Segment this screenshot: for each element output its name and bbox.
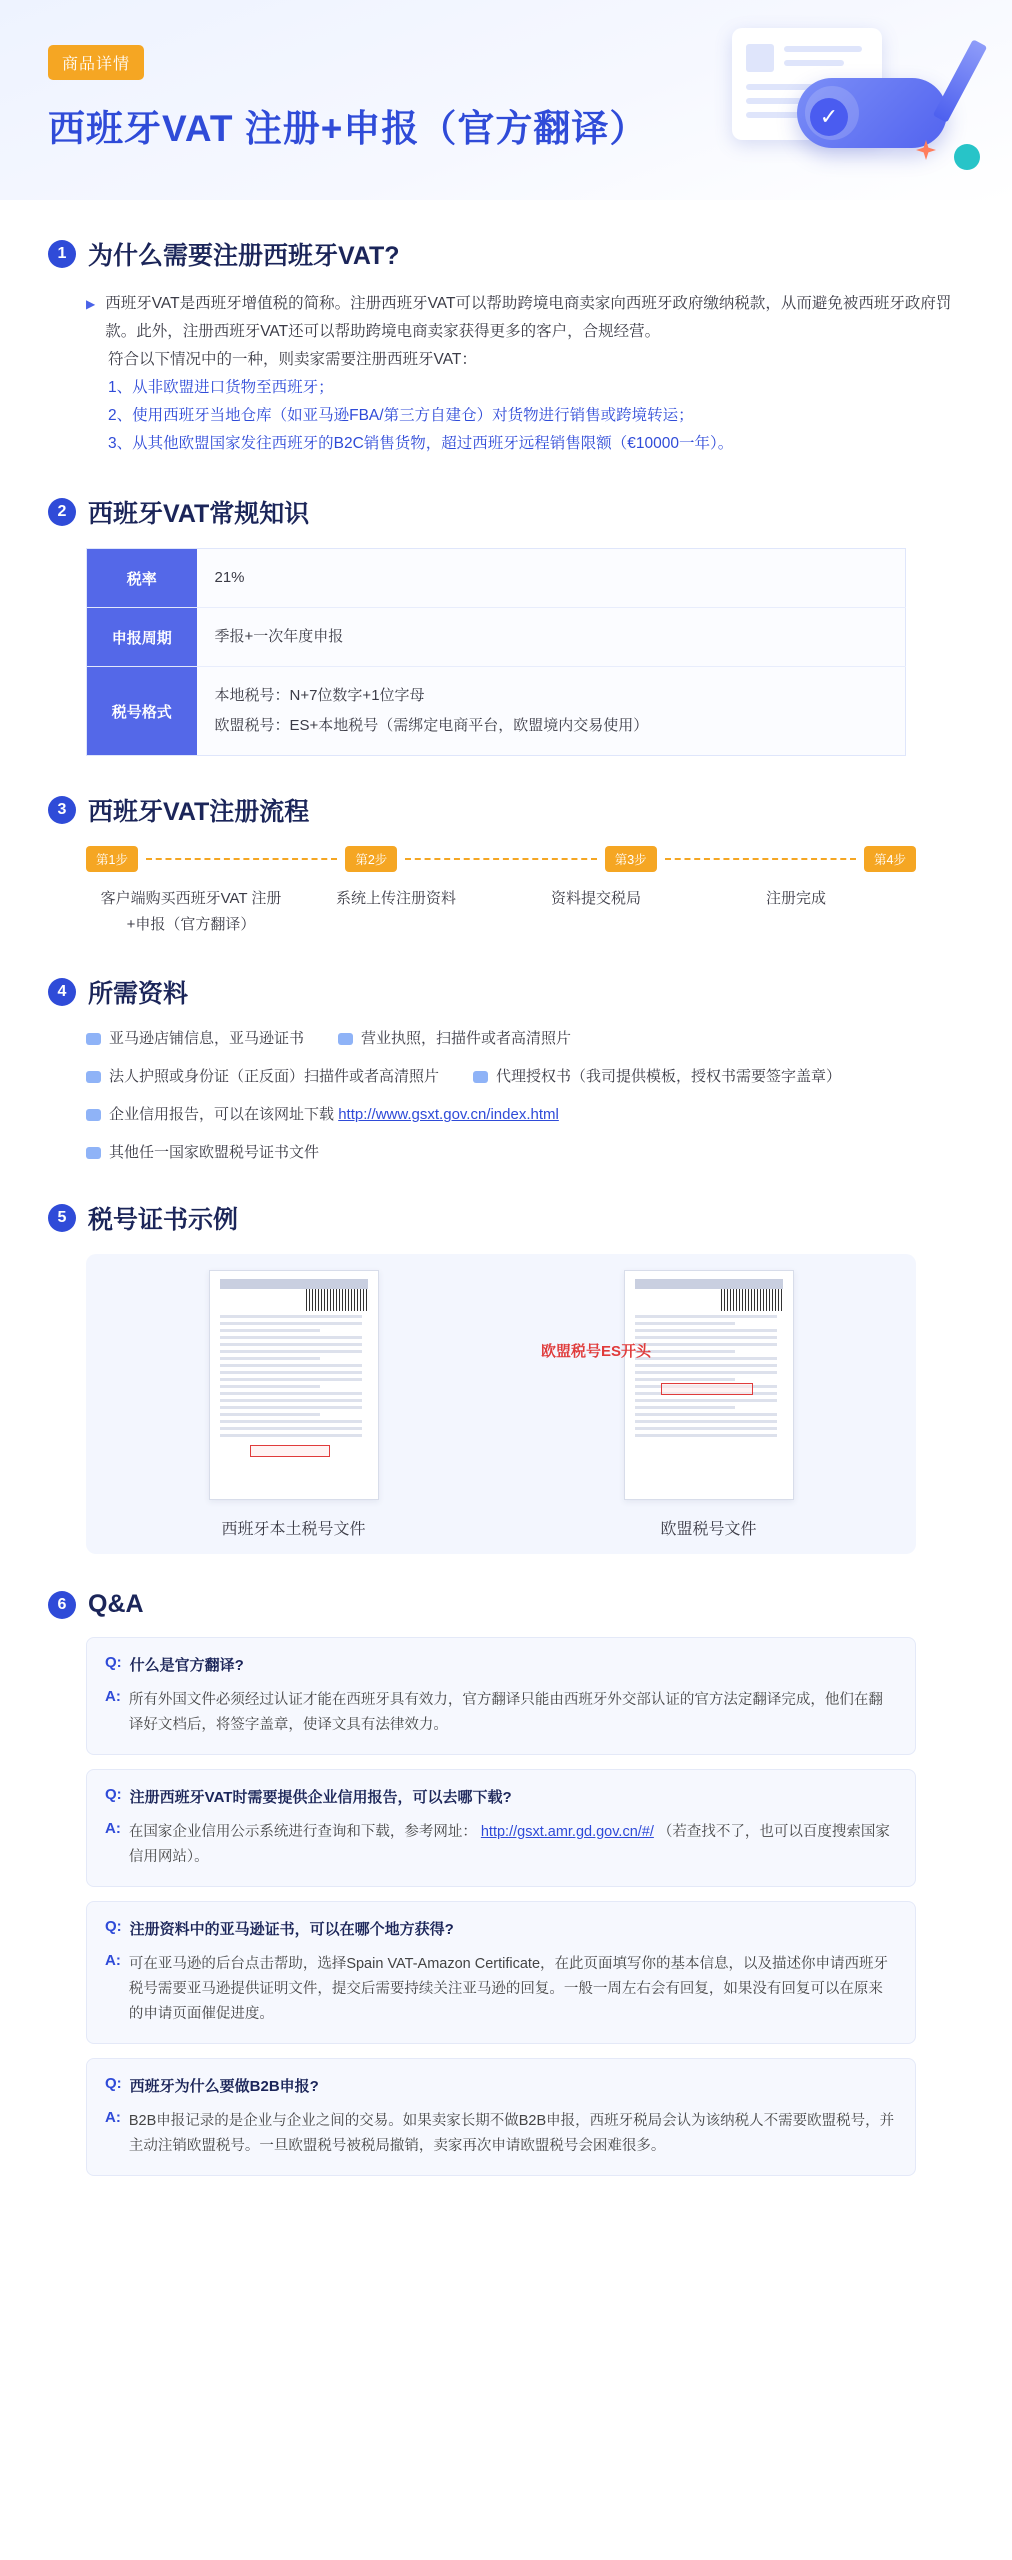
section-certificate-samples — [0, 1200, 1012, 1554]
list-item — [86, 1104, 559, 1126]
why-bullet-1: 1、从非欧盟进口货物至西班牙； — [108, 379, 334, 396]
table-cell-line: 本地税号：N+7位数字+1位字母 — [214, 687, 425, 704]
section-title: 西班牙VAT常规知识 — [88, 500, 310, 528]
material-label: 营业执照，扫描件或者高清照片 — [361, 1030, 572, 1047]
qa-item — [86, 1769, 916, 1887]
section-header — [48, 494, 964, 530]
flow-step-badge-4: 第4步 — [864, 846, 916, 872]
why-paragraph-1: 西班牙VAT是西班牙增值税的简称。注册西班牙VAT可以帮助跨境电商卖家向西班牙政府缴纳税款，从而避免被西班牙政府罚款。此外，注册西班牙VAT还可以帮助跨境电商卖家获得更多的客户，合规经营。 — [105, 295, 952, 340]
section-registration-flow — [0, 792, 1012, 938]
qa-item — [86, 1637, 916, 1755]
qa-answer — [129, 1820, 897, 1870]
flow-step-text-line: +申报（官方翻译） — [126, 916, 256, 933]
material-label: 法人护照或身份证（正反面）扫描件或者高清照片 — [109, 1068, 440, 1085]
qa-question: 注册西班牙VAT时需要提供企业信用报告，可以去哪下载? — [129, 1789, 512, 1806]
section-header — [48, 236, 964, 272]
list-item — [86, 1142, 319, 1164]
material-label-text: 企业信用报告，可以在该网址下载 — [109, 1106, 335, 1123]
section-header — [48, 974, 964, 1010]
flow-connector — [665, 858, 856, 860]
table-row-label: 税号格式 — [87, 667, 197, 756]
section-general-knowledge — [0, 494, 1012, 756]
qa-question: 西班牙为什么要做B2B申报? — [129, 2078, 319, 2095]
qa-answer: B2B申报记录的是企业与企业之间的交易。如果卖家长期不做B2B申报，西班牙税局会认为该纳税人不需要欧盟税号，并主动注销欧盟税号。一旦欧盟税号被税局撤销，卖家再次申请欧盟税号会困难很多。 — [128, 2113, 895, 2154]
flow-connector — [146, 858, 337, 860]
barcode-icon — [306, 1289, 368, 1311]
tag-icon — [86, 1109, 101, 1121]
table-row — [87, 667, 906, 756]
table-cell-line: 季报+一次年度申报 — [214, 628, 344, 645]
section-title: 所需资料 — [88, 980, 189, 1008]
flow-connector — [405, 858, 596, 860]
qa-list — [86, 1637, 916, 2176]
flow-step-text-line: 客户端购买西班牙VAT 注册 — [100, 890, 282, 907]
bottom-spacer — [0, 2190, 1012, 2230]
table-cell-line: 欧盟税号：ES+本地税号（需绑定电商平台，欧盟境内交易使用） — [214, 717, 649, 734]
qa-question: 什么是官方翻译? — [129, 1657, 244, 1674]
materials-row — [86, 1142, 964, 1164]
hero-banner — [0, 0, 1012, 200]
credit-report-link[interactable]: http://www.gsxt.gov.cn/index.html — [338, 1106, 559, 1123]
certificate-caption-eu: 欧盟税号文件 — [660, 1520, 757, 1538]
table-row-label: 税率 — [87, 549, 197, 608]
page-title: 西班牙VAT 注册+申报（官方翻译） — [48, 108, 648, 149]
table-row-value — [197, 549, 906, 608]
question-marker: Q: — [105, 1654, 122, 1671]
hero-badge: 商品详情 — [48, 45, 144, 80]
certificate-gallery — [86, 1254, 916, 1554]
credit-system-link[interactable]: http://gsxt.amr.gd.gov.cn/#/ — [480, 1824, 654, 1840]
materials-row — [86, 1028, 964, 1050]
table-row-label: 申报周期 — [87, 608, 197, 667]
section-number: 1 — [48, 240, 76, 268]
why-paragraph-2: 符合以下情况中的一种，则卖家需要注册西班牙VAT： — [108, 351, 477, 368]
table-row-value — [197, 608, 906, 667]
material-label — [109, 1104, 559, 1126]
flow-step-badge-3: 第3步 — [605, 846, 657, 872]
qa-answer-row — [105, 2109, 897, 2159]
section-header — [48, 1200, 964, 1236]
qa-answer-text: 在国家企业信用公示系统进行查询和下载，参考网址： — [128, 1824, 477, 1840]
answer-marker: A: — [105, 2109, 121, 2126]
question-marker: Q: — [105, 2075, 122, 2092]
tag-icon — [473, 1071, 488, 1083]
section-title: 西班牙VAT注册流程 — [88, 798, 310, 826]
list-item — [86, 1028, 304, 1050]
why-bullet-2: 2、使用西班牙当地仓库（如亚马逊FBA/第三方自建仓）对货物进行销售或跨境转运； — [108, 407, 694, 424]
tag-icon — [86, 1147, 101, 1159]
section-required-materials — [0, 974, 1012, 1164]
pen-icon — [933, 39, 988, 122]
teal-dot-icon — [954, 144, 980, 170]
qa-answer: 可在亚马逊的后台点击帮助，选择Spain VAT-Amazon Certificate，在此页面填写你的基本信息，以及描述你申请西班牙税号需要亚马逊提供证明文件，提交后需要持续关注亚马逊的回复。一般一周左右会有回复，如果没有回复可以在原来的申请页面催促进度。 — [128, 1956, 889, 2022]
section-number: 6 — [48, 1591, 76, 1619]
question-marker: Q: — [105, 1786, 122, 1803]
eu-number-annotation: 欧盟税号ES开头 — [541, 1343, 652, 1360]
qa-answer-text-2: （若查找不了，也可以百度搜索国家信用网站）。 — [128, 1824, 890, 1865]
vat-info-table — [86, 548, 906, 756]
qa-item — [86, 1901, 916, 2044]
tag-icon — [86, 1071, 101, 1083]
hero-illustration — [702, 18, 982, 188]
section-number: 5 — [48, 1204, 76, 1232]
table-row — [87, 608, 906, 667]
section-why-register — [0, 236, 1012, 458]
highlight-box — [661, 1383, 753, 1395]
qa-question-row — [105, 1654, 897, 1678]
section-title: 为什么需要注册西班牙VAT? — [88, 242, 400, 270]
why-bullet-3: 3、从其他欧盟国家发往西班牙的B2C销售货物，超过西班牙远程销售限额（€10000一年）。 — [108, 435, 734, 452]
material-label: 代理授权书（我司提供模板，授权书需要签字盖章） — [496, 1068, 842, 1085]
highlight-box — [250, 1445, 330, 1457]
section-number: 2 — [48, 498, 76, 526]
table-row — [87, 549, 906, 608]
table-row-value — [197, 667, 906, 756]
qa-question-row — [105, 1786, 897, 1810]
section-number: 4 — [48, 978, 76, 1006]
answer-marker: A: — [105, 1688, 121, 1705]
list-item — [86, 1066, 439, 1088]
qa-question: 注册资料中的亚马逊证书，可以在哪个地方获得? — [129, 1921, 454, 1938]
answer-marker: A: — [105, 1952, 121, 1969]
section-header — [48, 1590, 964, 1619]
qa-answer: 所有外国文件必须经过认证才能在西班牙具有效力，官方翻译只能由西班牙外交部认证的官方法定翻译完成，他们在翻译好文档后，将签字盖章，使译文具有法律效力。 — [128, 1692, 883, 1733]
barcode-icon — [721, 1289, 783, 1311]
certificate-sample-eu — [624, 1270, 794, 1539]
certificate-caption-local: 西班牙本土税号文件 — [221, 1520, 366, 1538]
certificate-image-eu — [624, 1270, 794, 1500]
materials-list — [86, 1028, 964, 1164]
section-title: 税号证书示例 — [88, 1206, 239, 1234]
flow-step-text-4: 注册完成 — [765, 890, 826, 907]
qa-question-row — [105, 2075, 897, 2099]
list-item — [473, 1066, 841, 1088]
why-body — [48, 290, 964, 458]
certificate-sample-local — [209, 1270, 379, 1539]
qa-item — [86, 2058, 916, 2176]
tag-icon — [86, 1033, 101, 1045]
answer-marker: A: — [105, 1820, 121, 1837]
flow-steps-text — [86, 886, 916, 938]
section-number: 3 — [48, 796, 76, 824]
flow-step-text-3: 资料提交税局 — [550, 890, 641, 907]
qa-answer-row — [105, 1820, 897, 1870]
qa-question-row — [105, 1918, 897, 1942]
material-label: 亚马逊店铺信息，亚马逊证书 — [109, 1030, 305, 1047]
flow-step-badge-2: 第2步 — [345, 846, 397, 872]
table-cell-line: 21% — [214, 569, 245, 586]
material-label: 其他任一国家欧盟税号证书文件 — [109, 1144, 320, 1161]
qa-answer-row — [105, 1688, 897, 1738]
check-circle-icon: ✓ — [810, 98, 848, 136]
flow-step-text-2: 系统上传注册资料 — [335, 890, 456, 907]
triangle-bullet-icon: ▶ — [86, 297, 96, 311]
section-title: Q&A — [88, 1590, 144, 1618]
tag-icon — [338, 1033, 353, 1045]
materials-row — [86, 1066, 964, 1088]
section-qa — [0, 1590, 1012, 2176]
question-marker: Q: — [105, 1918, 122, 1935]
materials-row — [86, 1104, 964, 1126]
flow-step-badge-1: 第1步 — [86, 846, 138, 872]
flow-step-text-1 — [86, 886, 296, 938]
section-header — [48, 792, 964, 828]
certificate-image-local — [209, 1270, 379, 1500]
qa-answer-row — [105, 1952, 897, 2027]
flow-diagram — [86, 846, 916, 938]
list-item — [338, 1028, 571, 1050]
flow-steps-badges — [86, 846, 916, 872]
